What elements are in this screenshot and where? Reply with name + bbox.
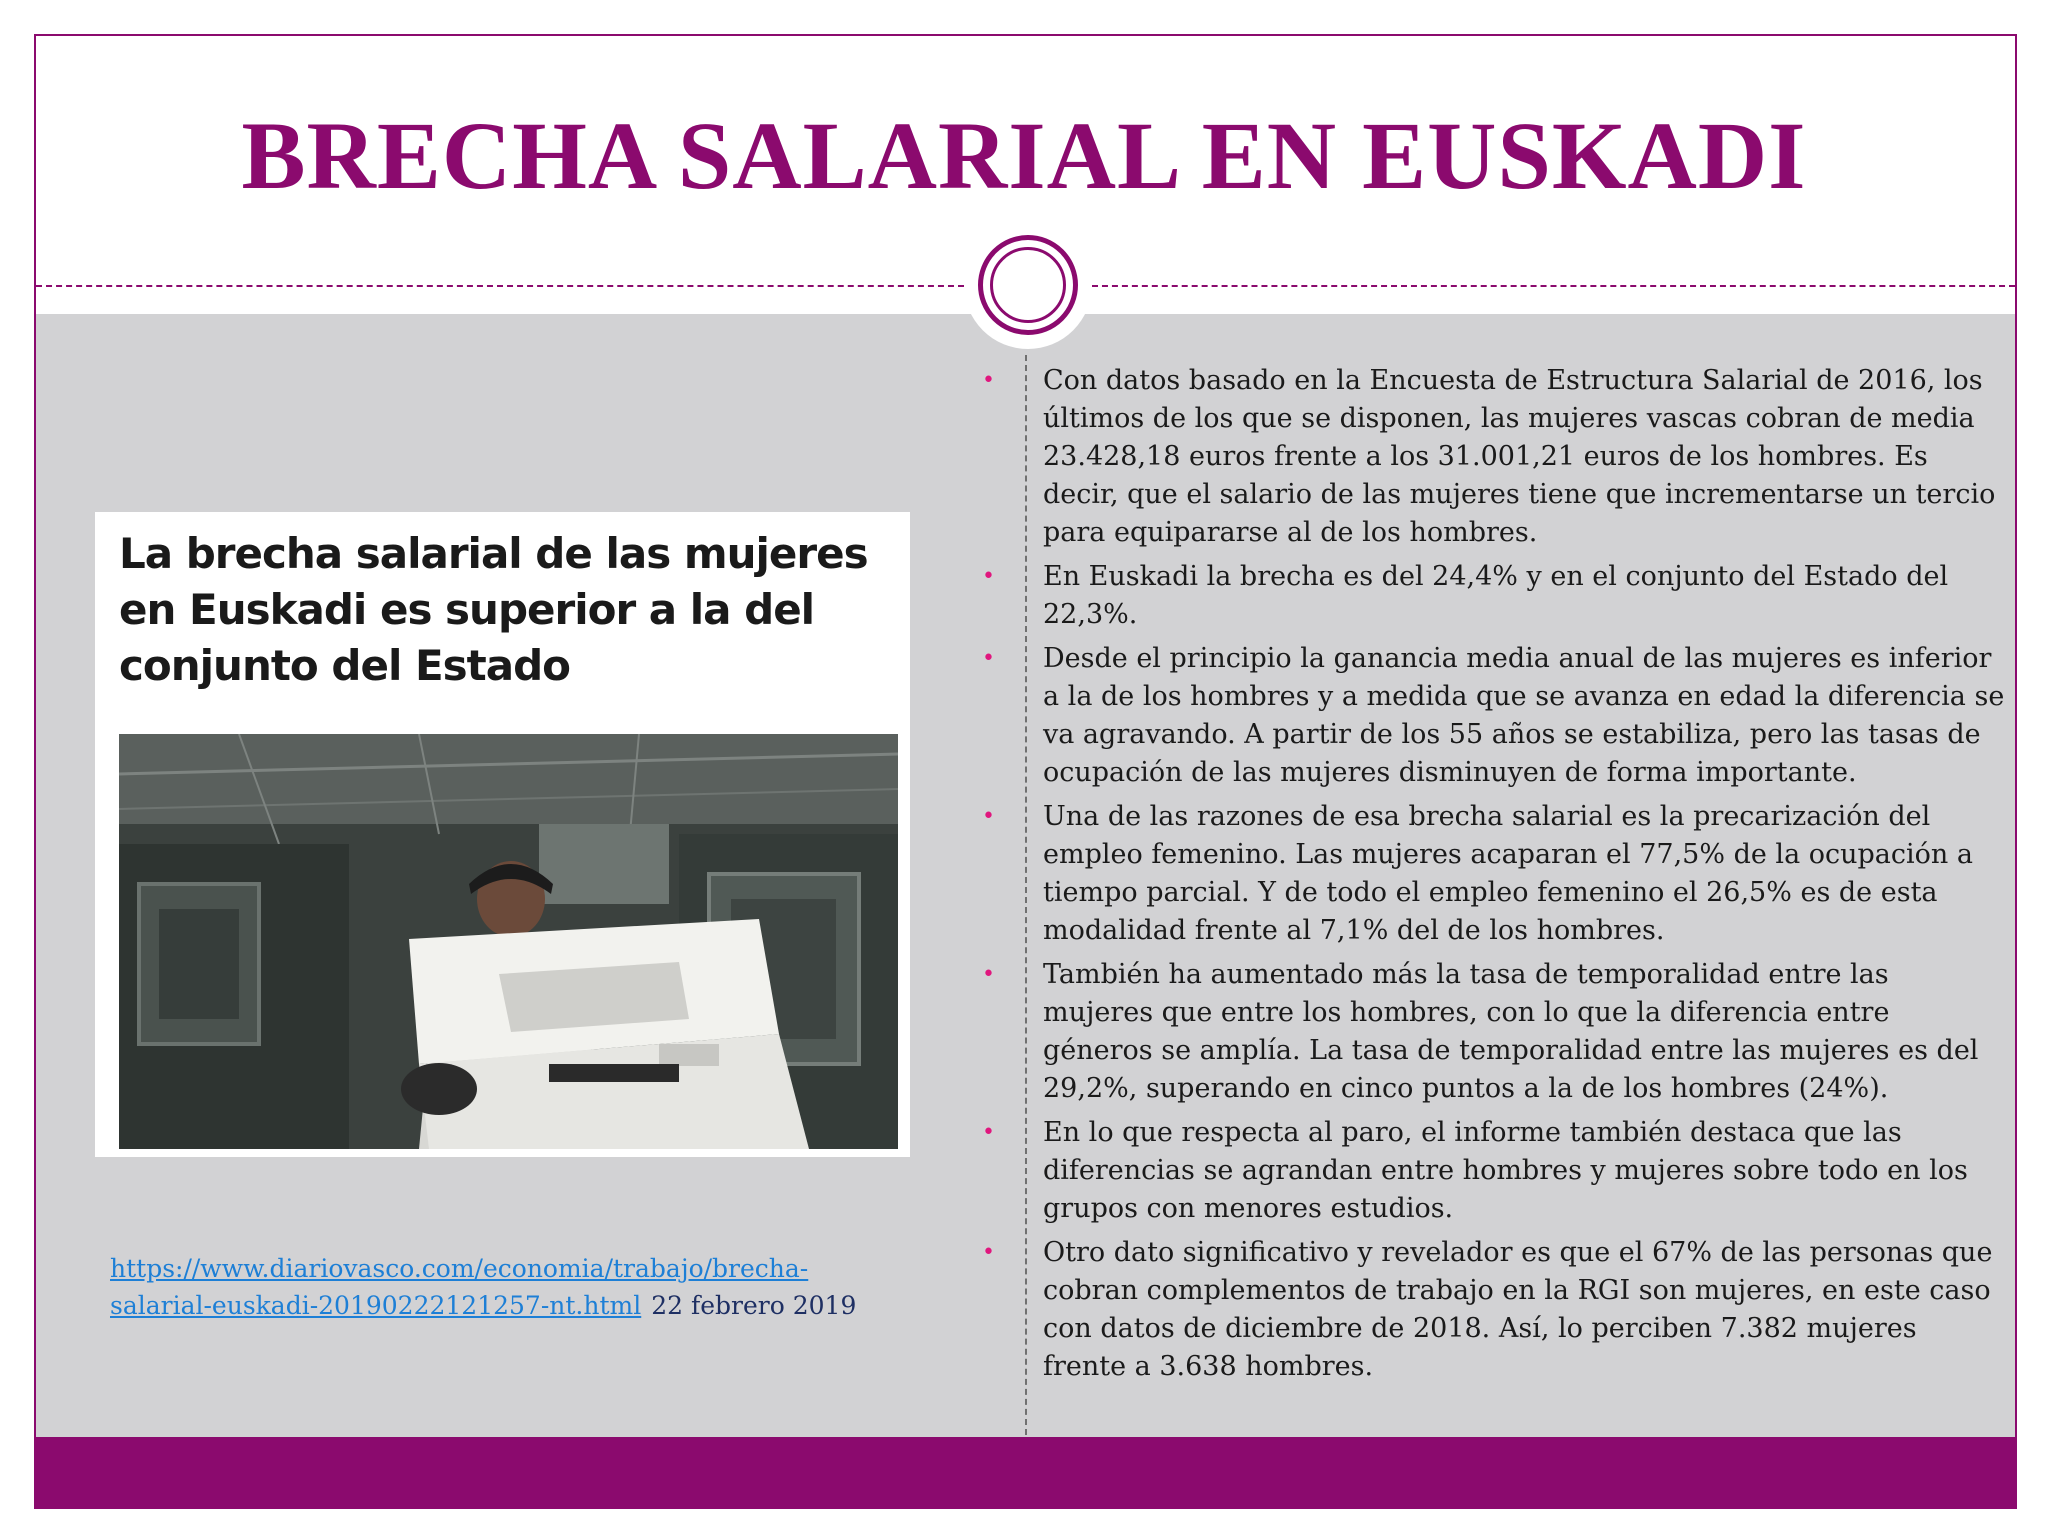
list-item xyxy=(980,640,2005,792)
news-clipping xyxy=(95,512,910,1157)
bullet-icon: • xyxy=(982,1120,995,1145)
news-headline: La brecha salarial de las mujeres en Euskadi es superior a la del conjunto del Estado xyxy=(119,529,868,690)
list-item xyxy=(980,798,2005,950)
footer-bar xyxy=(36,1437,2015,1507)
bullet-text: En Euskadi la brecha es del 24,4% y en el conjunto del Estado del 22,3%. xyxy=(1043,561,1949,630)
bullet-text: También ha aumentado más la tasa de temporalidad entre las mujeres que entre los hombres, con lo que la diferencia entre géneros se amplía. La tasa de temporalidad entre las mujeres es del 29,2%, superando en cinco puntos a la de los hombres (24%). xyxy=(1043,959,1979,1104)
slide-title: BRECHA SALARIAL EN EUSKADI xyxy=(241,102,1807,209)
header-divider-right xyxy=(1092,285,2015,287)
bullet-icon: • xyxy=(982,368,995,393)
factory-worker-photo xyxy=(119,734,898,1149)
bullet-icon: • xyxy=(982,646,995,671)
bullet-list xyxy=(980,362,2005,1392)
list-item xyxy=(980,1114,2005,1228)
header-divider-left xyxy=(36,285,964,287)
bullet-icon: • xyxy=(982,804,995,829)
bullet-text: Con datos basado en la Encuesta de Estructura Salarial de 2016, los últimos de los que se disponen, las mujeres vascas cobran de media 23.428,18 euros frente a los 31.001,21 euros de los hombres. Es decir, que el salario de las mujeres tiene que incrementarse un tercio para equipararse al de los hombres. xyxy=(1043,365,1996,548)
bullet-text: Otro dato significativo y revelador es que el 67% de las personas que cobran complementos de trabajo en la RGI son mujeres, en este caso con datos de diciembre de 2018. Así, lo perciben 7.382 mujeres frente a 3.638 hombres. xyxy=(1043,1237,1993,1382)
source-link[interactable]: https://www.diariovasco.com/economia/trabajo/brecha-salarial-euskadi-20190222121257-nt.html xyxy=(110,1254,809,1320)
bullet-text: Una de las razones de esa brecha salarial es la precarización del empleo femenino. Las mujeres acaparan el 77,5% de la ocupación a tiempo parcial. Y de todo el empleo femenino el 26,5% es de esta modalidad frente al 7,1% del de los hombres. xyxy=(1043,801,1973,946)
list-item xyxy=(980,1234,2005,1386)
bullet-icon: • xyxy=(982,564,995,589)
list-item xyxy=(980,558,2005,634)
circle-ring-inner xyxy=(990,247,1066,323)
list-item xyxy=(980,956,2005,1108)
bullet-text: En lo que respecta al paro, el informe también destaca que las diferencias se agrandan entre hombres y mujeres sobre todo en los grupos con menores estudios. xyxy=(1043,1117,1968,1224)
bullet-icon: • xyxy=(982,962,995,987)
list-item xyxy=(980,362,2005,552)
bullet-icon: • xyxy=(982,1240,995,1265)
bullet-text: Desde el principio la ganancia media anual de las mujeres es inferior a la de los hombres y a medida que se avanza en edad la diferencia se va agravando. A partir de los 55 años se estabiliza, pero las tasas de ocupación de las mujeres disminuyen de forma importante. xyxy=(1043,643,2005,788)
source-date: 22 febrero 2019 xyxy=(651,1291,857,1320)
source-caption xyxy=(110,1250,910,1324)
